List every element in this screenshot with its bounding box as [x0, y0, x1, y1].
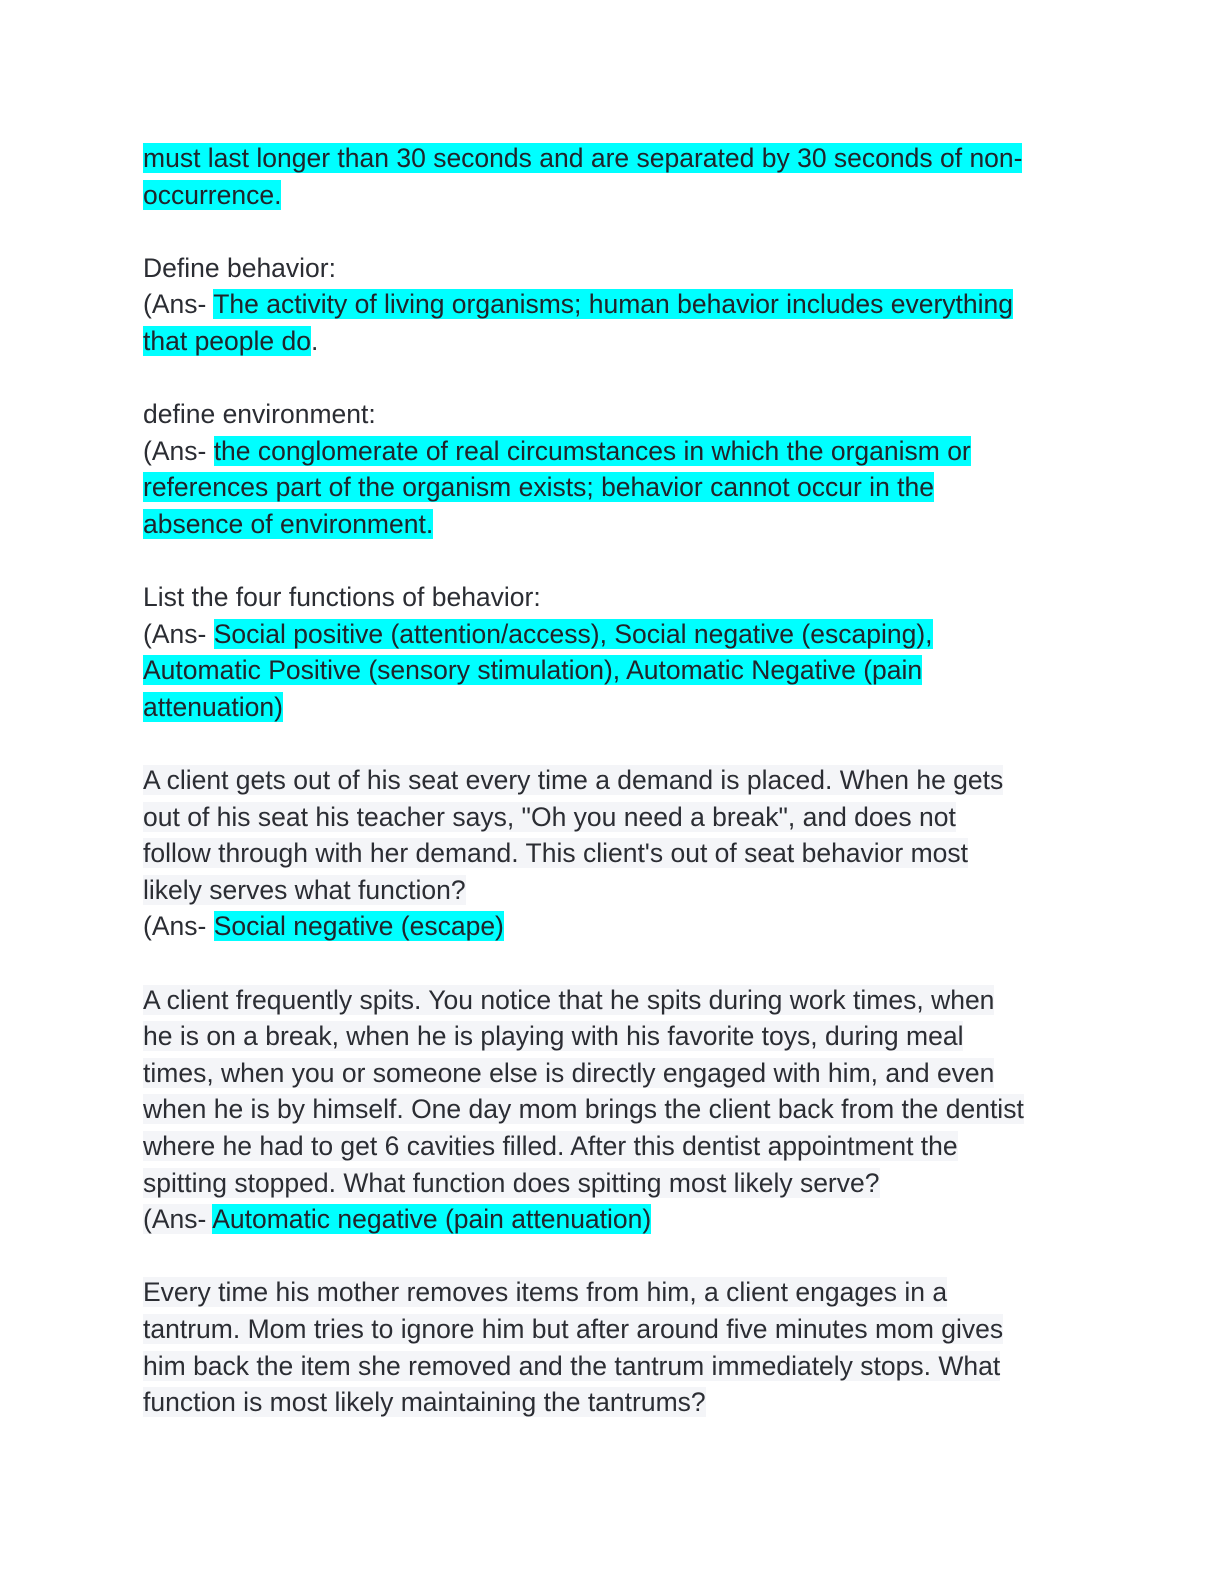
question-spit-line [143, 1091, 1083, 1128]
question-seat-line [143, 762, 1083, 799]
question-seat-line [143, 872, 1083, 909]
question-spit-line [143, 1165, 1083, 1202]
highlighted-answer: absence of environment. [143, 508, 434, 539]
highlighted-answer: Social positive (attention/access), Social negative (escaping), [213, 618, 933, 649]
question-text: A client frequently spits. You notice that he spits during work times, when [143, 984, 995, 1015]
question-text: define environment: [143, 399, 376, 430]
question-seat-line [143, 835, 1083, 872]
intro-line-1 [143, 140, 1083, 177]
answer-line [143, 433, 1083, 470]
question-four-functions [143, 579, 1083, 616]
question-spit-line [143, 1128, 1083, 1165]
question-tantrum-line [143, 1274, 1083, 1311]
answer-prefix: (Ans- [143, 435, 214, 466]
question-text: out of his seat his teacher says, "Oh you need a break", and does not [143, 801, 956, 832]
highlighted-answer: that people do [143, 325, 311, 356]
question-define-environment [143, 396, 1083, 433]
answer-prefix: (Ans- [143, 1204, 213, 1235]
question-tantrum-line [143, 1311, 1083, 1348]
question-text: tantrum. Mom tries to ignore him but after around five minutes mom gives [143, 1314, 1004, 1344]
highlighted-answer: The activity of living organisms; human behavior includes everything [213, 289, 1014, 320]
highlighted-answer: Automatic negative (pain attenuation) [212, 1204, 652, 1235]
question-tantrum-line [143, 1348, 1083, 1385]
question-spit-line [143, 982, 1083, 1019]
answer-line [143, 908, 1083, 945]
question-define-behavior [143, 250, 1083, 287]
document-page [143, 140, 1083, 1421]
highlighted-answer: attenuation) [143, 691, 283, 722]
highlighted-answer: Social negative (escape) [213, 911, 504, 942]
answer-prefix: (Ans- [143, 911, 214, 942]
question-text: times, when you or someone else is directly engaged with him, and even [143, 1057, 995, 1088]
answer-line [143, 323, 1083, 360]
question-text: Define behavior: [143, 252, 336, 283]
answer-line [143, 506, 1083, 543]
question-text: spitting stopped. What function does spitting most likely serve? [143, 1167, 880, 1198]
question-text: where he had to get 6 cavities filled. After this dentist appointment the [143, 1131, 958, 1162]
highlighted-text: occurrence. [143, 179, 282, 210]
answer-prefix: (Ans- [143, 618, 214, 649]
answer-line [143, 616, 1083, 653]
question-spit-line [143, 1055, 1083, 1092]
highlighted-answer: the conglomerate of real circumstances in which the organism or [213, 435, 971, 466]
intro-line-2 [143, 177, 1083, 214]
question-text: follow through with her demand. This client's out of seat behavior most [143, 838, 969, 869]
question-text: A client gets out of his seat every time a demand is placed. When he gets [143, 765, 1004, 796]
question-text: him back the item she removed and the tantrum immediately stops. What [143, 1350, 1001, 1381]
question-tantrum-line [143, 1384, 1083, 1421]
answer-line [143, 689, 1083, 726]
question-text: when he is by himself. One day mom brings the client back from the dentist [143, 1094, 1024, 1125]
highlighted-answer: Automatic Positive (sensory stimulation), Automatic Negative (pain [143, 655, 923, 686]
question-text: Every time his mother removes items from him, a client engages in a [143, 1277, 948, 1308]
answer-line [143, 469, 1083, 506]
question-spit-line [143, 1018, 1083, 1055]
answer-tail: . [310, 325, 319, 356]
answer-line [143, 1201, 1083, 1238]
highlighted-text: must last longer than 30 seconds and are separated by 30 seconds of non- [143, 143, 1023, 173]
question-text: likely serves what function? [143, 874, 466, 905]
question-text: List the four functions of behavior: [143, 582, 541, 613]
question-text: he is on a break, when he is playing with his favorite toys, during meal [143, 1021, 964, 1052]
answer-line [143, 652, 1083, 689]
answer-line [143, 286, 1083, 323]
question-seat-line [143, 799, 1083, 836]
question-text: function is most likely maintaining the tantrums? [143, 1387, 706, 1418]
highlighted-answer: references part of the organism exists; behavior cannot occur in the [143, 472, 935, 503]
answer-prefix: (Ans- [143, 289, 214, 320]
